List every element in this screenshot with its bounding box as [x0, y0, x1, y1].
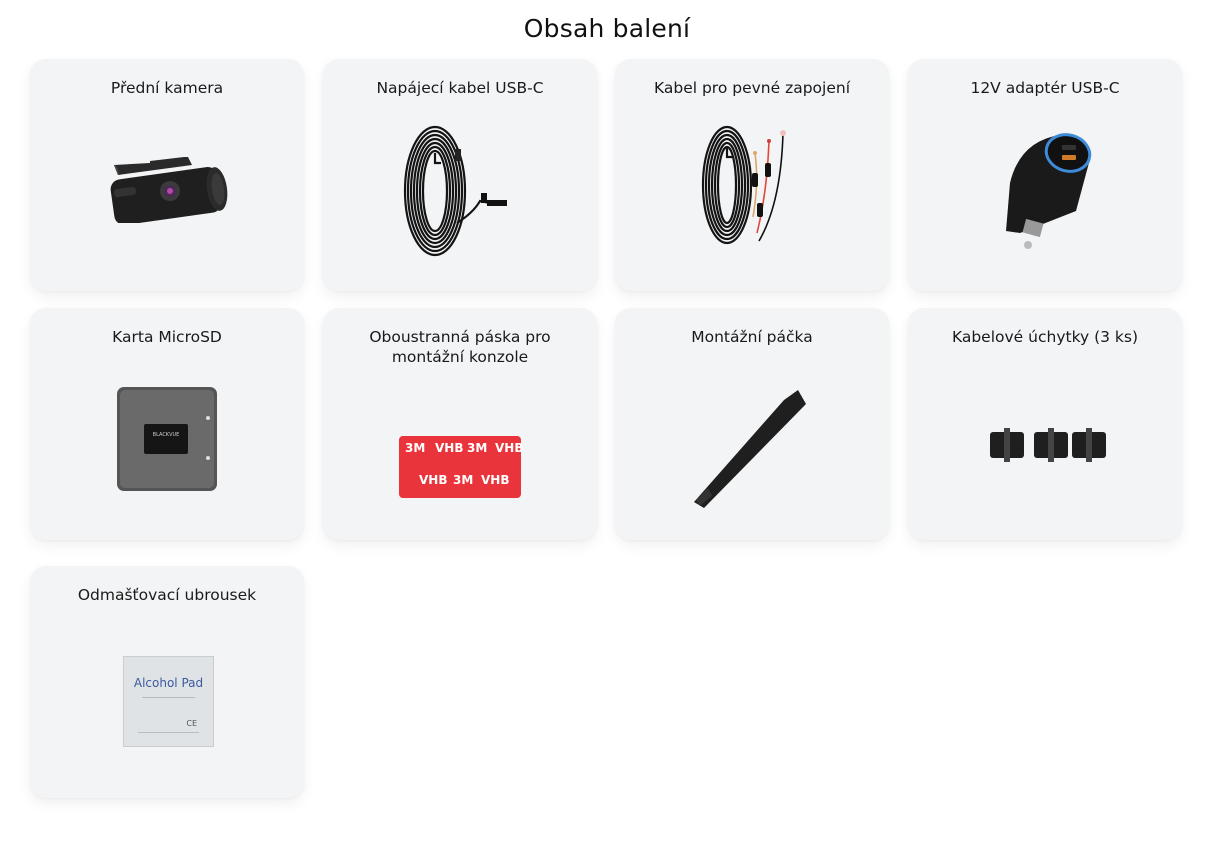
item-card-hardwire-cable [615, 59, 889, 291]
item-label: Napájecí kabel USB-C [376, 79, 544, 97]
svg-text:3M: 3M [453, 473, 474, 487]
item-label: Montážní páčka [691, 328, 813, 346]
item-card-alcohol-pad [30, 566, 304, 798]
item-label: Kabel pro pevné zapojení [653, 79, 851, 97]
pry-tool-icon [615, 372, 889, 534]
item-card-cable-clips [908, 308, 1182, 540]
svg-text:3M: 3M [467, 441, 488, 455]
item-card-car-charger [908, 59, 1182, 291]
hardwire-cable-icon [615, 123, 889, 285]
alcohol-pad-icon: Alcohol Pad CE [30, 630, 304, 792]
item-card-pry-tool [615, 308, 889, 540]
svg-text:BLACKVUE: BLACKVUE [152, 432, 180, 438]
adhesive-tape-icon [323, 372, 597, 534]
svg-text:VHB: VHB [419, 473, 448, 487]
svg-text:VHB: VHB [481, 473, 510, 487]
item-label: Karta MicroSD [112, 328, 222, 346]
item-label: Přední kamera [110, 79, 224, 97]
svg-text:VHB: VHB [495, 441, 524, 455]
microsd-card-icon [30, 372, 304, 534]
item-card-usb-c-cable [323, 59, 597, 291]
item-card-front-camera [30, 59, 304, 291]
car-charger-icon [908, 123, 1182, 285]
item-card-adhesive-tape [323, 308, 597, 540]
section-title: Obsah balení [523, 14, 691, 43]
item-label: Kabelové úchytky (3 ks) [951, 328, 1139, 346]
alcohol-pad-text: Alcohol Pad [133, 676, 204, 690]
item-label: Oboustranná páska pro montážní konzole [369, 328, 551, 366]
svg-text:VHB: VHB [435, 441, 464, 455]
svg-text:3M: 3M [405, 441, 426, 455]
item-label: 12V adaptér USB-C [970, 79, 1120, 97]
usb-c-cable-icon [323, 123, 597, 285]
dashcam-icon [30, 123, 304, 285]
cable-clips-icon [908, 372, 1182, 534]
item-card-microsd [30, 308, 304, 540]
item-label: Odmašťovací ubrousek [77, 586, 257, 604]
